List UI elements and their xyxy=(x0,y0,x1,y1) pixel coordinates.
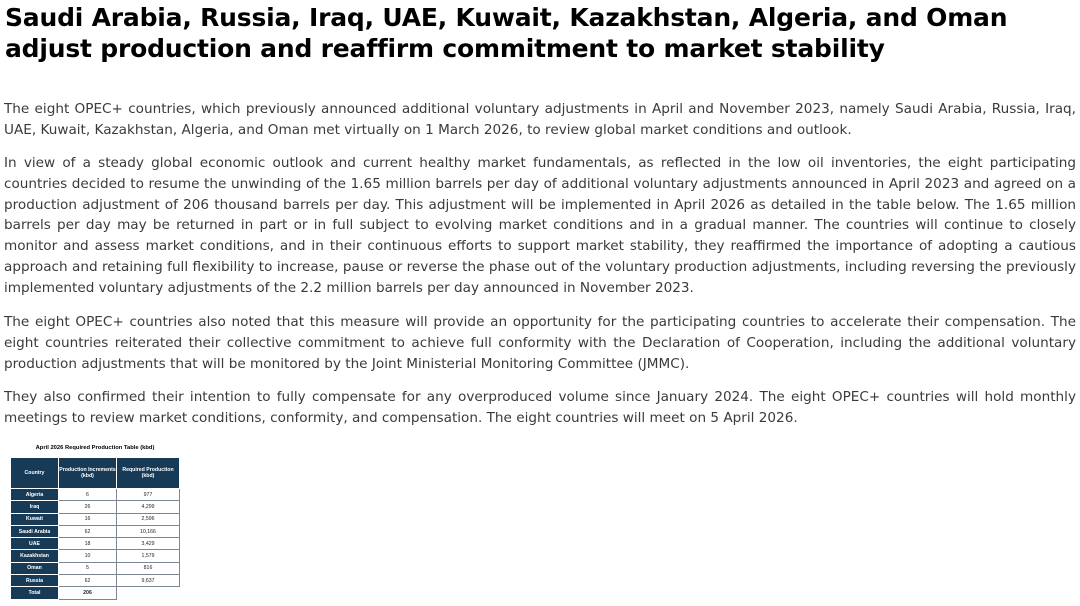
required-cell: 9,637 xyxy=(117,575,180,587)
table-row xyxy=(11,562,180,574)
production-table-figure xyxy=(10,444,180,600)
table-row xyxy=(11,538,180,550)
increment-cell: 16 xyxy=(59,513,117,525)
table-row xyxy=(11,489,180,501)
required-cell: 977 xyxy=(117,489,180,501)
table-header-row xyxy=(11,458,180,489)
country-cell: Russia xyxy=(11,575,59,587)
country-cell: Algeria xyxy=(11,489,59,501)
article-headline: Saudi Arabia, Russia, Iraq, UAE, Kuwait, Kazakhstan, Algeria, and Oman adjust production and reaffirm commitment to market stability xyxy=(5,3,1008,63)
country-cell: Oman xyxy=(11,562,59,574)
table-row xyxy=(11,525,180,537)
production-table xyxy=(10,457,180,600)
increment-cell: 10 xyxy=(59,550,117,562)
article-paragraph-3: The eight OPEC+ countries also noted that this measure will provide an opportunity for the participating countries to accelerate their compensation. The eight countries reiterated their collective commitment to achieve full conformity with the Declaration of Cooperation, including the additional voluntary production adjustments that will be monitored by the Joint Ministerial Monitoring Committee (JMMC). xyxy=(4,314,1076,372)
total-increment-cell: 206 xyxy=(59,587,117,599)
increment-cell: 62 xyxy=(59,525,117,537)
table-row xyxy=(11,513,180,525)
table-total-row xyxy=(11,587,180,599)
table-row xyxy=(11,501,180,513)
increment-cell: 6 xyxy=(59,489,117,501)
header-production-increments: Production Increments (kbd) xyxy=(59,458,117,489)
required-cell: 2,596 xyxy=(117,513,180,525)
header-country: Country xyxy=(11,458,59,489)
country-cell: UAE xyxy=(11,538,59,550)
country-cell: Kazakhstan xyxy=(11,550,59,562)
increment-cell: 26 xyxy=(59,501,117,513)
total-label-cell: Total xyxy=(11,587,59,599)
table-row xyxy=(11,575,180,587)
increment-cell: 18 xyxy=(59,538,117,550)
country-cell: Saudi Arabia xyxy=(11,525,59,537)
required-cell: 816 xyxy=(117,562,180,574)
header-required-production: Required Production (kbd) xyxy=(117,458,180,489)
table-row xyxy=(11,550,180,562)
required-cell: 3,429 xyxy=(117,538,180,550)
country-cell: Kuwait xyxy=(11,513,59,525)
production-table-title: April 2026 Required Production Table (kbd) xyxy=(35,445,155,451)
country-cell: Iraq xyxy=(11,501,59,513)
required-cell: 4,299 xyxy=(117,501,180,513)
article-paragraph-2: In view of a steady global economic outlook and current healthy market fundamentals, as reflected in the low oil inventories, the eight participating countries decided to resume the unwinding of the 1.65 million barrels per day of additional voluntary adjustments announced in April 2023 and agreed on a production adjustment of 206 thousand barrels per day. This adjustment will be implemented in April 2026 as detailed in the table below. The 1.65 million barrels per day may be returned in part or in full subject to evolving market conditions and in a gradual manner. The countries will continue to closely monitor and assess market conditions, and in their continuous efforts to support market stability, they reaffirmed the importance of adopting a cautious approach and retaining full flexibility to increase, pause or reverse the phase out of the voluntary production adjustments, including reversing the previously implemented voluntary adjustments of the 2.2 million barrels per day announced in November 2023. xyxy=(4,155,1076,296)
required-cell: 1,579 xyxy=(117,550,180,562)
increment-cell: 5 xyxy=(59,562,117,574)
article-paragraph-4: They also confirmed their intention to fully compensate for any overproduced volume since January 2024. The eight OPEC+ countries will hold monthly meetings to review market conditions, conformity, and compensation. The eight countries will meet on 5 April 2026. xyxy=(4,389,1076,426)
total-empty-cell xyxy=(117,587,180,599)
required-cell: 10,166 xyxy=(117,525,180,537)
article-paragraph-1: The eight OPEC+ countries, which previously announced additional voluntary adjustments in April and November 2023, namely Saudi Arabia, Russia, Iraq, UAE, Kuwait, Kazakhstan, Algeria, and Oman met virtually on 1 March 2026, to review global market conditions and outlook. xyxy=(4,101,1076,138)
increment-cell: 62 xyxy=(59,575,117,587)
